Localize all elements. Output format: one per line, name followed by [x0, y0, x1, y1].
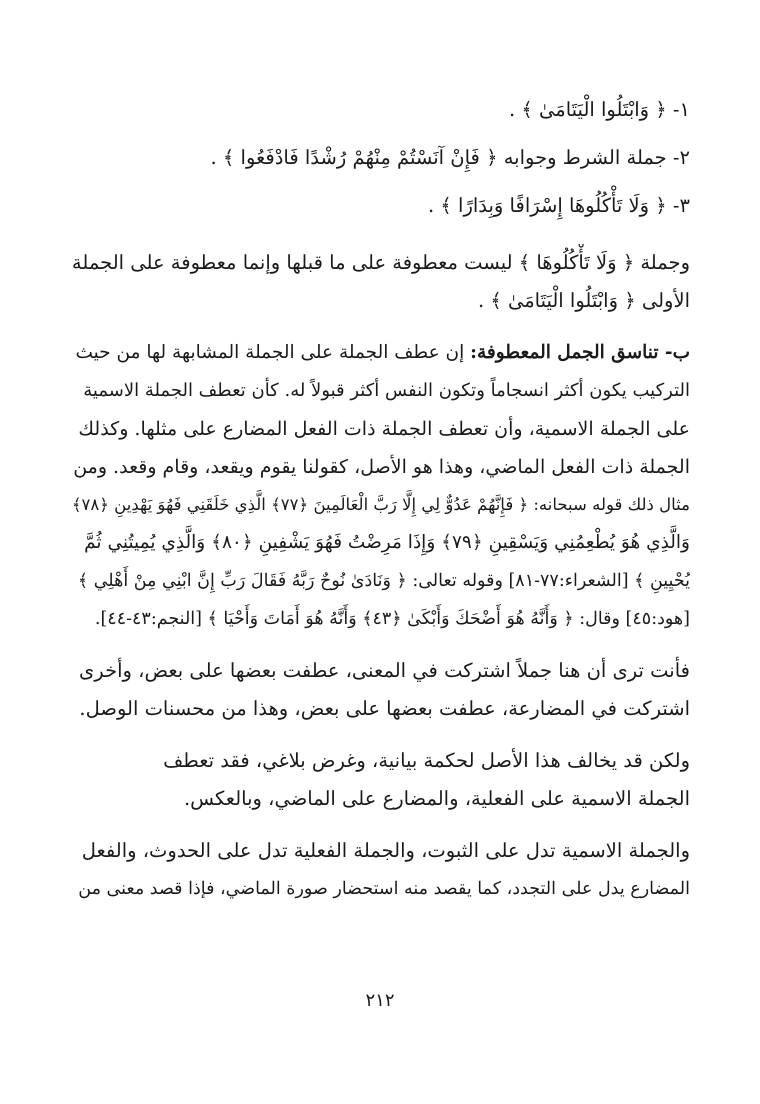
text-line: وجملة ﴿ وَلَا تَأْكُلُوهَا ﴾ ليست معطوفة على ما قبلها وإنما معطوفة على الجملة: [71, 251, 690, 274]
quran-line: [هود:٤٥] وقال: ﴿ وَأَنَّهُ هُوَ أَضْحَكَ وَأَبْكَىٰ ﴿٤٣﴾ وَأَنَّهُ هُوَ أَمَاتَ وَأَحْيَا ﴾ [النجم:٤٣-٤٤].: [94, 609, 690, 629]
paragraph-4: [68, 742, 690, 818]
page-number: ٢١٢: [365, 990, 395, 1011]
list-item: ٢- جملة الشرط وجوابه ﴿ فَإِنْ آنَسْتُمْ مِنْهُمْ رُشْدًا فَادْفَعُوا ﴾ .: [210, 146, 690, 169]
paragraph-2: [68, 334, 690, 638]
text-line: المضارع يدل على التجدد، كما يقصد منه استحضار صورة الماضي، فإذا قصد معنى من: [78, 879, 690, 899]
text-line: على الجملة الاسمية، وأن تعطف الجملة ذات الفعل المضارع على مثلها. وكذلك: [78, 418, 690, 440]
text-line: ولكن قد يخالف هذا الأصل لحكمة بيانية، وغرض بلاغي، فقد تعطف: [163, 749, 690, 772]
paragraph-5: [68, 832, 690, 908]
numbered-list: [68, 86, 690, 230]
text-line: التركيب يكون أكثر انسجاماً وتكون النفس أكثر قبولاً له. كأن تعطف الجملة الاسمية: [83, 380, 690, 401]
text-line: الأولى ﴿ وَابْتَلُوا الْيَتَامَىٰ ﴾ .: [477, 289, 690, 312]
paragraph-3: [68, 652, 690, 728]
text-line: [68, 334, 690, 372]
text-line: اشتركت في المضارعة، عطفت بعضها على بعض، وهذا من محسنات الوصل.: [79, 697, 690, 720]
section-heading: ب- تناسق الجمل المعطوفة:: [470, 342, 690, 363]
quran-line: يُحْيِينِ ﴾ [الشعراء:٧٧-٨١] وقوله تعالى: ﴿ وَنَادَىٰ نُوحٌ رَبَّهُ فَقَالَ رَبِّ إِنَّ ابْنِي مِنْ أَهْلِي ﴾: [77, 571, 690, 591]
text-line: فأنت ترى أن هنا جملاً اشتركت في المعنى، عطفت بعضها على بعض، وأخرى: [79, 659, 690, 682]
paragraph-1: [68, 244, 690, 320]
text-line: الجملة الاسمية على الفعلية، والمضارع على الماضي، وبالعكس.: [183, 787, 690, 810]
list-item: ٣- ﴿ وَلَا تَأْكُلُوهَا إِسْرَافًا وَبِدَارًا ﴾ .: [428, 194, 690, 217]
list-item: ١- ﴿ وَابْتَلُوا الْيَتَامَىٰ ﴾ .: [509, 98, 690, 121]
quran-line: مثال ذلك قوله سبحانه: ﴿ فَإِنَّهُمْ عَدُوٌّ لِي إِلَّا رَبَّ الْعَالَمِينَ ﴿٧٧﴾ الَّذِي خَلَقَنِي فَهُوَ يَهْدِينِ ﴿٧٨﴾: [71, 495, 690, 514]
heading-continuation: إن عطف الجملة على الجملة المشابهة لها من حيث: [75, 342, 471, 363]
quran-line: وَالَّذِي هُوَ يُطْعِمُنِي وَيَسْقِينِ ﴿٧٩﴾ وَإِذَا مَرِضْتُ فَهُوَ يَشْفِينِ ﴿٨٠﴾ وَالَّذِي يُمِيتُنِي ثُمَّ: [84, 532, 690, 553]
text-line: والجملة الاسمية تدل على الثبوت، والجملة الفعلية تدل على الحدوث، والفعل: [81, 839, 690, 862]
text-line: الجملة ذات الفعل الماضي، وهذا هو الأصل، كقولنا يقوم ويقعد، وقام وقعد. ومن: [73, 456, 690, 478]
page-body: [68, 86, 690, 908]
